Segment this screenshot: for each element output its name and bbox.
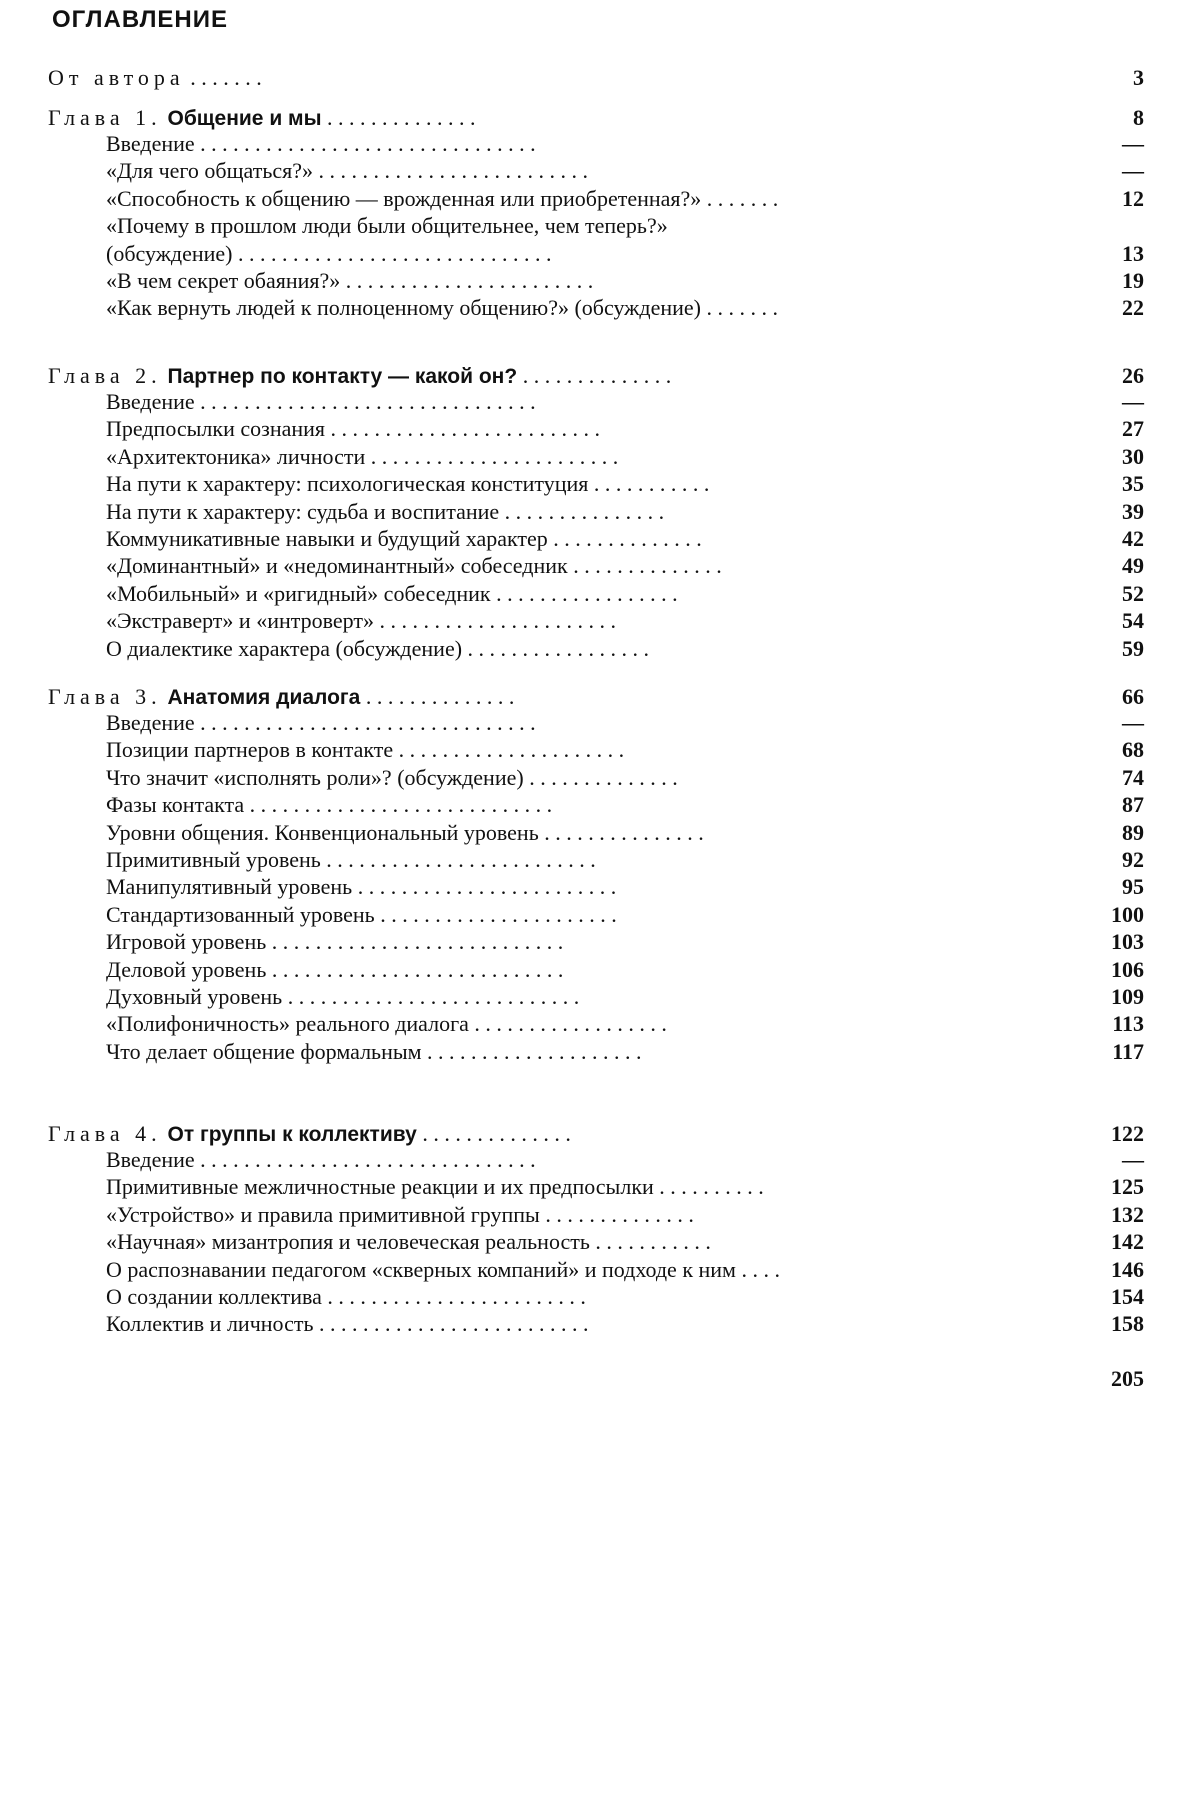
toc-entry — [106, 1173, 1144, 1201]
page-title: ОГЛАВЛЕНИЕ — [52, 6, 229, 33]
entry-page: 52 — [1122, 580, 1144, 606]
toc-entry — [106, 157, 1144, 185]
entry-title: Уровни общения. Конвенциональный уровень . . . . . . . . . . . . . . . — [106, 819, 704, 845]
entry-title: Предпосылки сознания . . . . . . . . . . . . . . . . . . . . . . . . . — [106, 416, 601, 442]
entry-title: Примитивные межличностные реакции и их предпосылки . . . . . . . . . . — [106, 1174, 764, 1200]
entry-page: 113 — [1112, 1011, 1144, 1037]
entry-title: Позиции партнеров в контакте . . . . . . . . . . . . . . . . . . . . . — [106, 737, 625, 763]
entry-page: 13 — [1122, 240, 1144, 266]
toc-entry — [106, 1010, 1144, 1038]
chapter-page: 122 — [1111, 1121, 1144, 1146]
toc-entry — [106, 1201, 1144, 1229]
entry-page: 100 — [1111, 901, 1144, 927]
entry-title: «Доминантный» и «недоминантный» собеседник . . . . . . . . . . . . . . — [106, 553, 722, 579]
toc-entry — [106, 819, 1144, 847]
entry-title: Введение . . . . . . . . . . . . . . . . . . . . . . . . . . . . . . . — [106, 389, 536, 414]
toc-entry — [106, 1256, 1144, 1284]
toc-entry — [106, 873, 1144, 901]
entry-title: Деловой уровень . . . . . . . . . . . . . . . . . . . . . . . . . . . — [106, 956, 564, 982]
author-page: 3 — [1133, 65, 1144, 90]
toc-entry — [106, 185, 1144, 213]
toc-entry — [106, 388, 1144, 416]
entry-title: Духовный уровень . . . . . . . . . . . . . . . . . . . . . . . . . . . — [106, 984, 580, 1009]
entry-title: Введение . . . . . . . . . . . . . . . . . . . . . . . . . . . . . . . — [106, 131, 536, 156]
entry-title: «Как вернуть людей к полноценному общению?» (обсуждение) . . . . . . . — [106, 295, 778, 321]
entry-page: 158 — [1111, 1311, 1144, 1337]
entry-page: 95 — [1122, 874, 1144, 900]
entry-title: «Полифоничность» реального диалога . . . . . . . . . . . . . . . . . . — [106, 1011, 667, 1037]
toc-entry — [106, 635, 1144, 663]
entry-page: — — [1122, 389, 1144, 414]
toc-entry — [106, 607, 1144, 635]
entry-title: На пути к характеру: судьба и воспитание . . . . . . . . . . . . . . . — [106, 498, 665, 524]
chapter-prefix: Глава 1. — [48, 105, 162, 130]
entry-page: 142 — [1111, 1229, 1144, 1255]
toc-entry — [106, 736, 1144, 764]
entry-title: Коллектив и личность . . . . . . . . . . . . . . . . . . . . . . . . . — [106, 1311, 589, 1337]
entry-page: — — [1122, 710, 1144, 735]
entry-page: — — [1122, 131, 1144, 156]
entry-page: 59 — [1122, 635, 1144, 661]
entry-title: О диалектике характера (обсуждение) . . . . . . . . . . . . . . . . . — [106, 635, 650, 661]
entry-page: 92 — [1122, 847, 1144, 872]
entry-title: Манипулятивный уровень . . . . . . . . . . . . . . . . . . . . . . . . — [106, 874, 617, 900]
chapter-title: Общение и мы — [161, 107, 322, 130]
entry-page: 125 — [1111, 1174, 1144, 1200]
toc-entry — [106, 552, 1144, 580]
entry-title: Стандартизованный уровень . . . . . . . . . . . . . . . . . . . . . . — [106, 901, 617, 927]
entry-page: 89 — [1122, 819, 1144, 845]
entry-title: «Научная» мизантропия и человеческая реальность . . . . . . . . . . . — [106, 1229, 711, 1255]
entry-title: Примитивный уровень . . . . . . . . . . . . . . . . . . . . . . . . . — [106, 847, 596, 872]
toc-author-entry: От автора . . . . . . . 3 — [48, 65, 1144, 90]
toc-entry — [106, 415, 1144, 443]
entry-title: (обсуждение) . . . . . . . . . . . . . . . . . . . . . . . . . . . . . — [106, 240, 552, 266]
chapter-prefix: Глава 3. — [48, 684, 162, 709]
toc-entry — [106, 956, 1144, 984]
entry-title: «Почему в прошлом люди были общительнее, чем теперь?» — [106, 213, 668, 239]
entry-page: — — [1122, 1147, 1144, 1172]
toc-entry — [106, 580, 1144, 608]
table-of-contents — [48, 0, 1158, 1811]
entry-page: 39 — [1122, 498, 1144, 524]
entry-page: 109 — [1111, 984, 1144, 1009]
entry-title: Введение . . . . . . . . . . . . . . . . . . . . . . . . . . . . . . . — [106, 710, 536, 735]
toc-entry — [106, 1228, 1144, 1256]
toc-chapter-2: Глава 2. Партнер по контакту — какой он? . . . . . . . . . . . . . . 26 — [48, 363, 1144, 388]
toc-entry — [106, 983, 1144, 1011]
toc-entry — [106, 470, 1144, 498]
author-label: От автора — [48, 65, 185, 90]
toc-entry — [106, 240, 1144, 268]
entry-page: 30 — [1122, 443, 1144, 469]
entry-title: «В чем секрет обаяния?» . . . . . . . . . . . . . . . . . . . . . . . — [106, 268, 594, 293]
entry-page: 49 — [1122, 553, 1144, 579]
toc-entry — [106, 1310, 1144, 1338]
entry-page: 54 — [1122, 608, 1144, 634]
toc-entry — [106, 901, 1144, 929]
entry-title: Фазы контакта . . . . . . . . . . . . . . . . . . . . . . . . . . . . — [106, 792, 553, 818]
entry-page: 22 — [1122, 295, 1144, 321]
chapter-title: От группы к коллективу — [161, 1123, 417, 1146]
entry-title: О создании коллектива . . . . . . . . . . . . . . . . . . . . . . . . — [106, 1284, 586, 1309]
toc-entry — [106, 709, 1144, 737]
entry-title: «Архитектоника» личности . . . . . . . . . . . . . . . . . . . . . . . — [106, 443, 619, 469]
toc-chapter-3: Глава 3. Анатомия диалога . . . . . . . . . . . . . . 66 — [48, 684, 1144, 709]
chapter-title: Партнер по контакту — какой он? — [161, 365, 518, 388]
chapter-prefix: Глава 2. — [48, 363, 162, 388]
entry-title: «Экстраверт» и «интроверт» . . . . . . . . . . . . . . . . . . . . . . — [106, 608, 616, 634]
entry-title: Что делает общение формальным . . . . . . . . . . . . . . . . . . . . — [106, 1038, 642, 1064]
toc-entry — [106, 764, 1144, 792]
toc-entry — [106, 1283, 1144, 1311]
entry-title: Что значит «исполнять роли»? (обсуждение) . . . . . . . . . . . . . . — [106, 764, 678, 790]
entry-page: 103 — [1111, 929, 1144, 955]
entry-title: «Способность к общению — врожденная или приобретенная?» . . . . . . . — [106, 185, 779, 211]
entry-title: На пути к характеру: психологическая конституция . . . . . . . . . . . — [106, 471, 710, 497]
entry-page: — — [1122, 158, 1144, 184]
entry-page: 132 — [1111, 1201, 1144, 1227]
entry-title: Игровой уровень . . . . . . . . . . . . . . . . . . . . . . . . . . . — [106, 929, 564, 955]
toc-chapter-1: Глава 1. Общение и мы . . . . . . . . . . . . . . 8 — [48, 105, 1144, 130]
toc-entry — [106, 1038, 1144, 1066]
toc-entry — [106, 791, 1144, 819]
toc-entry — [106, 130, 1144, 158]
toc-chapter-4: Глава 4. От группы к коллективу . . . . . . . . . . . . . . 122 — [48, 1121, 1144, 1146]
entry-page: 12 — [1122, 185, 1144, 211]
entry-page: 87 — [1122, 792, 1144, 818]
entry-title: О распознавании педагогом «скверных компаний» и подходе к ним . . . . — [106, 1256, 780, 1282]
toc-entry — [106, 212, 1144, 240]
entry-page: 42 — [1122, 526, 1144, 551]
entry-title: «Для чего общаться?» . . . . . . . . . . . . . . . . . . . . . . . . . — [106, 158, 589, 184]
chapter-page: 26 — [1122, 363, 1144, 388]
entry-page: 146 — [1111, 1256, 1144, 1282]
toc-entry — [106, 267, 1144, 295]
entry-page: 154 — [1111, 1284, 1144, 1309]
chapter-title: Анатомия диалога — [161, 686, 361, 709]
entry-page: 19 — [1122, 268, 1144, 293]
entry-page: 74 — [1122, 764, 1144, 790]
entry-page: 106 — [1111, 956, 1144, 982]
chapter-page: 8 — [1133, 105, 1144, 130]
chapter-prefix: Глава 4. — [48, 1121, 162, 1146]
chapter-page: 66 — [1122, 684, 1144, 709]
toc-entry — [106, 928, 1144, 956]
entry-page: 35 — [1122, 471, 1144, 497]
entry-page: 68 — [1122, 737, 1144, 763]
toc-entry — [106, 498, 1144, 526]
toc-entry — [106, 294, 1144, 322]
toc-entry — [106, 846, 1144, 874]
entry-title: «Устройство» и правила примитивной группы . . . . . . . . . . . . . . — [106, 1201, 694, 1227]
entry-page: 117 — [1112, 1038, 1144, 1064]
toc-entry — [106, 443, 1144, 471]
entry-page: 27 — [1122, 416, 1144, 442]
toc-entry — [106, 1146, 1144, 1174]
toc-entry — [106, 525, 1144, 553]
entry-title: Введение . . . . . . . . . . . . . . . . . . . . . . . . . . . . . . . — [106, 1147, 536, 1172]
entry-title: Коммуникативные навыки и будущий характер . . . . . . . . . . . . . . — [106, 526, 702, 551]
entry-title: «Мобильный» и «ригидный» собеседник . . . . . . . . . . . . . . . . . — [106, 580, 678, 606]
final-page-number: 205 — [1111, 1366, 1144, 1391]
